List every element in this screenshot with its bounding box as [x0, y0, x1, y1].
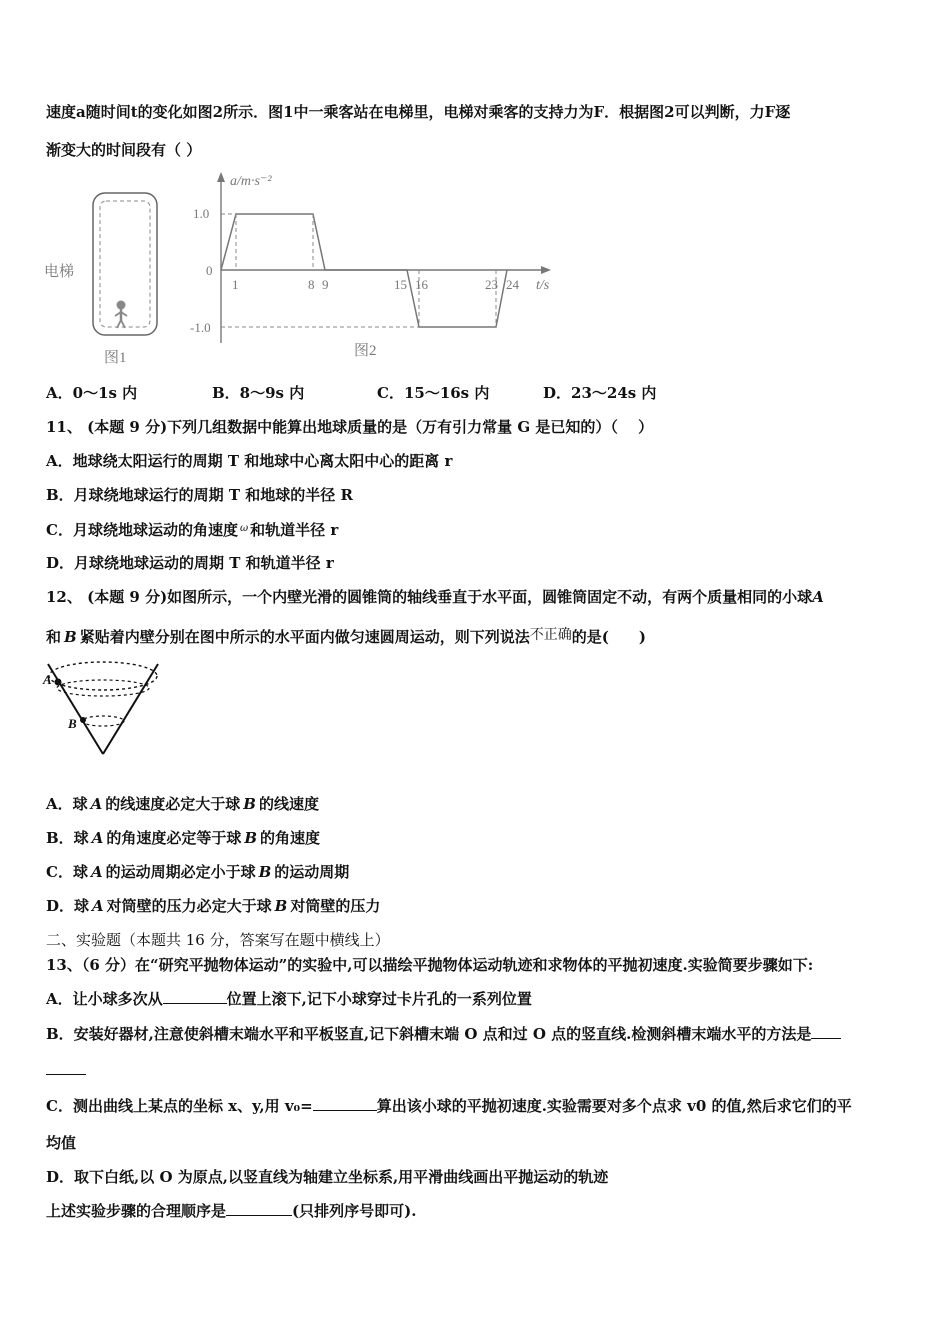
q12-b-pre: B．球	[46, 829, 89, 847]
q10-option-d[interactable]: D．23～24s 内	[543, 384, 657, 402]
q13-step-c	[46, 1096, 852, 1116]
y-tick-0: 0	[206, 263, 213, 278]
q12-d-pre: D．球	[46, 897, 90, 915]
q12-c-pre: C．球	[46, 863, 88, 881]
q12-ball-b-ref: B	[64, 628, 77, 646]
q12-d-mid: 对筒壁的压力必定大于球	[106, 897, 272, 915]
x-tick-24: 24	[506, 277, 519, 292]
q12-stem-text-mid: 紧贴着内壁分别在图中所示的水平面内做匀速圆周运动，则下列说法	[79, 628, 530, 646]
label-b: B	[68, 716, 77, 731]
q12-option-b[interactable]	[46, 828, 320, 848]
section-heading: 二、实验题（本题共 16 分，答案写在题中横线上）	[46, 931, 390, 949]
omega-symbol: ω	[239, 523, 249, 534]
q13-blank-order[interactable]	[226, 1201, 292, 1216]
q10-option-b[interactable]: B．8～9s 内	[212, 384, 305, 402]
q13-blank-method-1[interactable]	[811, 1024, 841, 1039]
fig2-caption: 图2	[354, 343, 377, 359]
q12-b-ball-b: B	[244, 829, 258, 847]
q10-figure	[40, 165, 570, 370]
ball-b	[80, 717, 86, 723]
x-tick-8: 8	[308, 277, 315, 292]
q12-a-ball-a: A	[90, 795, 103, 813]
q11-option-b[interactable]: B．月球绕地球运行的周期 T 和地球的半径 R	[46, 486, 353, 504]
q12-c-post: 的运动周期	[274, 863, 350, 881]
q12-c-mid: 的运动周期必定小于球	[105, 863, 256, 881]
x-tick-9: 9	[322, 277, 329, 292]
q12-option-a[interactable]	[46, 794, 319, 814]
q12-a-post: 的线速度	[258, 795, 319, 813]
q11-option-a[interactable]: A．地球绕太阳运行的周期 T 和地球中心离太阳中心的距离 r	[46, 452, 453, 470]
x-axis-arrow	[541, 266, 551, 274]
q12-not-correct-mark: 不正确	[529, 627, 572, 643]
q13-blank-method-2[interactable]	[46, 1074, 86, 1075]
q12-d-ball-a: A	[92, 897, 104, 915]
q13-order-post: (只排列序号即可).	[292, 1202, 417, 1220]
q10-option-c[interactable]: C．15～16s 内	[377, 384, 490, 402]
elevator-inner	[100, 201, 150, 327]
ball-a	[55, 679, 62, 686]
q12-c-ball-b: B	[258, 863, 272, 881]
x-tick-23: 23	[485, 277, 498, 292]
q12-d-ball-b: B	[274, 897, 288, 915]
fig1-label: 电梯	[44, 264, 75, 280]
fig1-caption: 图1	[104, 350, 127, 366]
q13-order	[46, 1201, 416, 1221]
q12-option-d[interactable]	[46, 896, 380, 916]
q12-a-mid: 的线速度必定大于球	[105, 795, 241, 813]
q11-option-c[interactable]	[46, 519, 338, 540]
q12-stem-text-and: 和	[46, 628, 62, 646]
q12-a-pre: A．球	[46, 795, 88, 813]
q12-option-c[interactable]	[46, 862, 349, 882]
q13-order-pre: 上述实验步骤的合理顺序是	[46, 1202, 227, 1220]
passenger-icon	[115, 301, 127, 329]
q11-c-post: 和轨道半径 r	[250, 521, 339, 539]
q12-b-mid: 的角速度必定等于球	[106, 829, 242, 847]
q13-a-post: 位置上滚下,记下小球穿过卡片孔的一系列位置	[226, 990, 532, 1008]
q13-c-pre: C．测出曲线上某点的坐标 x、y,用 v₀=	[46, 1097, 313, 1115]
orbit-b	[82, 716, 124, 726]
q13-stem: 13、（6 分）在“研究平抛物体运动”的实验中,可以描绘平抛物体运动轨迹和求物体的平抛初速度.实验简要步骤如下:	[46, 956, 814, 974]
q12-cone-figure	[40, 654, 170, 764]
orbit-a	[57, 680, 149, 696]
q12-stem-line1	[46, 587, 824, 607]
q13-step-d: D．取下白纸,以 O 为原点,以竖直线为轴建立坐标系,用平滑曲线画出平抛运动的轨迹	[46, 1168, 609, 1186]
y-tick-neg1: -1.0	[190, 320, 211, 335]
cone-top-rim	[49, 662, 157, 690]
q13-step-a	[46, 989, 532, 1009]
q13-c-post: 算出该小球的平抛初速度.实验需要对多个点求 v0 的值,然后求它们的平	[376, 1097, 852, 1115]
x-tick-16: 16	[415, 277, 428, 292]
q13-a-pre: A．让小球多次从	[46, 990, 163, 1008]
q13-blank-position[interactable]	[163, 989, 227, 1004]
label-a: A	[43, 672, 52, 687]
q13-blank-v0[interactable]	[313, 1096, 377, 1111]
q12-stem-line2	[46, 625, 646, 647]
q10-stem-line2: 渐变大的时间段有（ ）	[46, 141, 202, 159]
q10-option-a[interactable]: A．0～1s 内	[46, 384, 138, 402]
q10-stem-line1: 速度a随时间t的变化如图2所示．图1中一乘客站在电梯里，电梯对乘客的支持力为F．根据图2可以判断，力F逐	[46, 103, 791, 121]
q11-stem: 11、 (本题 9 分)下列几组数据中能算出地球质量的是（万有引力常量 G 是已知的）（ ）	[46, 418, 654, 436]
y-axis-arrow	[217, 172, 225, 182]
q12-b-ball-a: A	[91, 829, 104, 847]
x-axis-label: t/s	[536, 278, 550, 293]
q12-c-ball-a: A	[90, 863, 103, 881]
y-tick-1: 1.0	[193, 206, 210, 221]
q12-b-post: 的角速度	[260, 829, 321, 847]
q12-ball-a-ref: A	[812, 588, 824, 606]
cone-left-wall	[48, 664, 103, 754]
q12-stem-text: 12、 (本题 9 分)如图所示，一个内壁光滑的圆锥筒的轴线垂直于水平面，圆锥筒固定不动，有两个质量相同的小球	[46, 588, 813, 606]
x-tick-15: 15	[394, 277, 407, 292]
q12-d-post: 对筒壁的压力	[290, 897, 381, 915]
x-tick-1: 1	[232, 277, 239, 292]
q11-option-d[interactable]: D．月球绕地球运动的周期 T 和轨道半径 r	[46, 554, 334, 572]
q13-step-c-line2: 均值	[46, 1134, 77, 1152]
cone-right-wall	[103, 664, 158, 754]
q12-stem-text-end: 的是( )	[571, 628, 646, 646]
q13-b-text: B．安装好器材,注意使斜槽末端水平和平板竖直,记下斜槽末端 O 点和过 O 点的竖直线.检测斜槽末端水平的方法是	[46, 1025, 812, 1043]
q12-a-ball-b: B	[243, 795, 256, 813]
q11-c-pre: C．月球绕地球运动的角速度	[46, 521, 238, 539]
q13-step-b	[46, 1024, 841, 1044]
y-axis-label: a/m·s⁻²	[230, 174, 272, 189]
